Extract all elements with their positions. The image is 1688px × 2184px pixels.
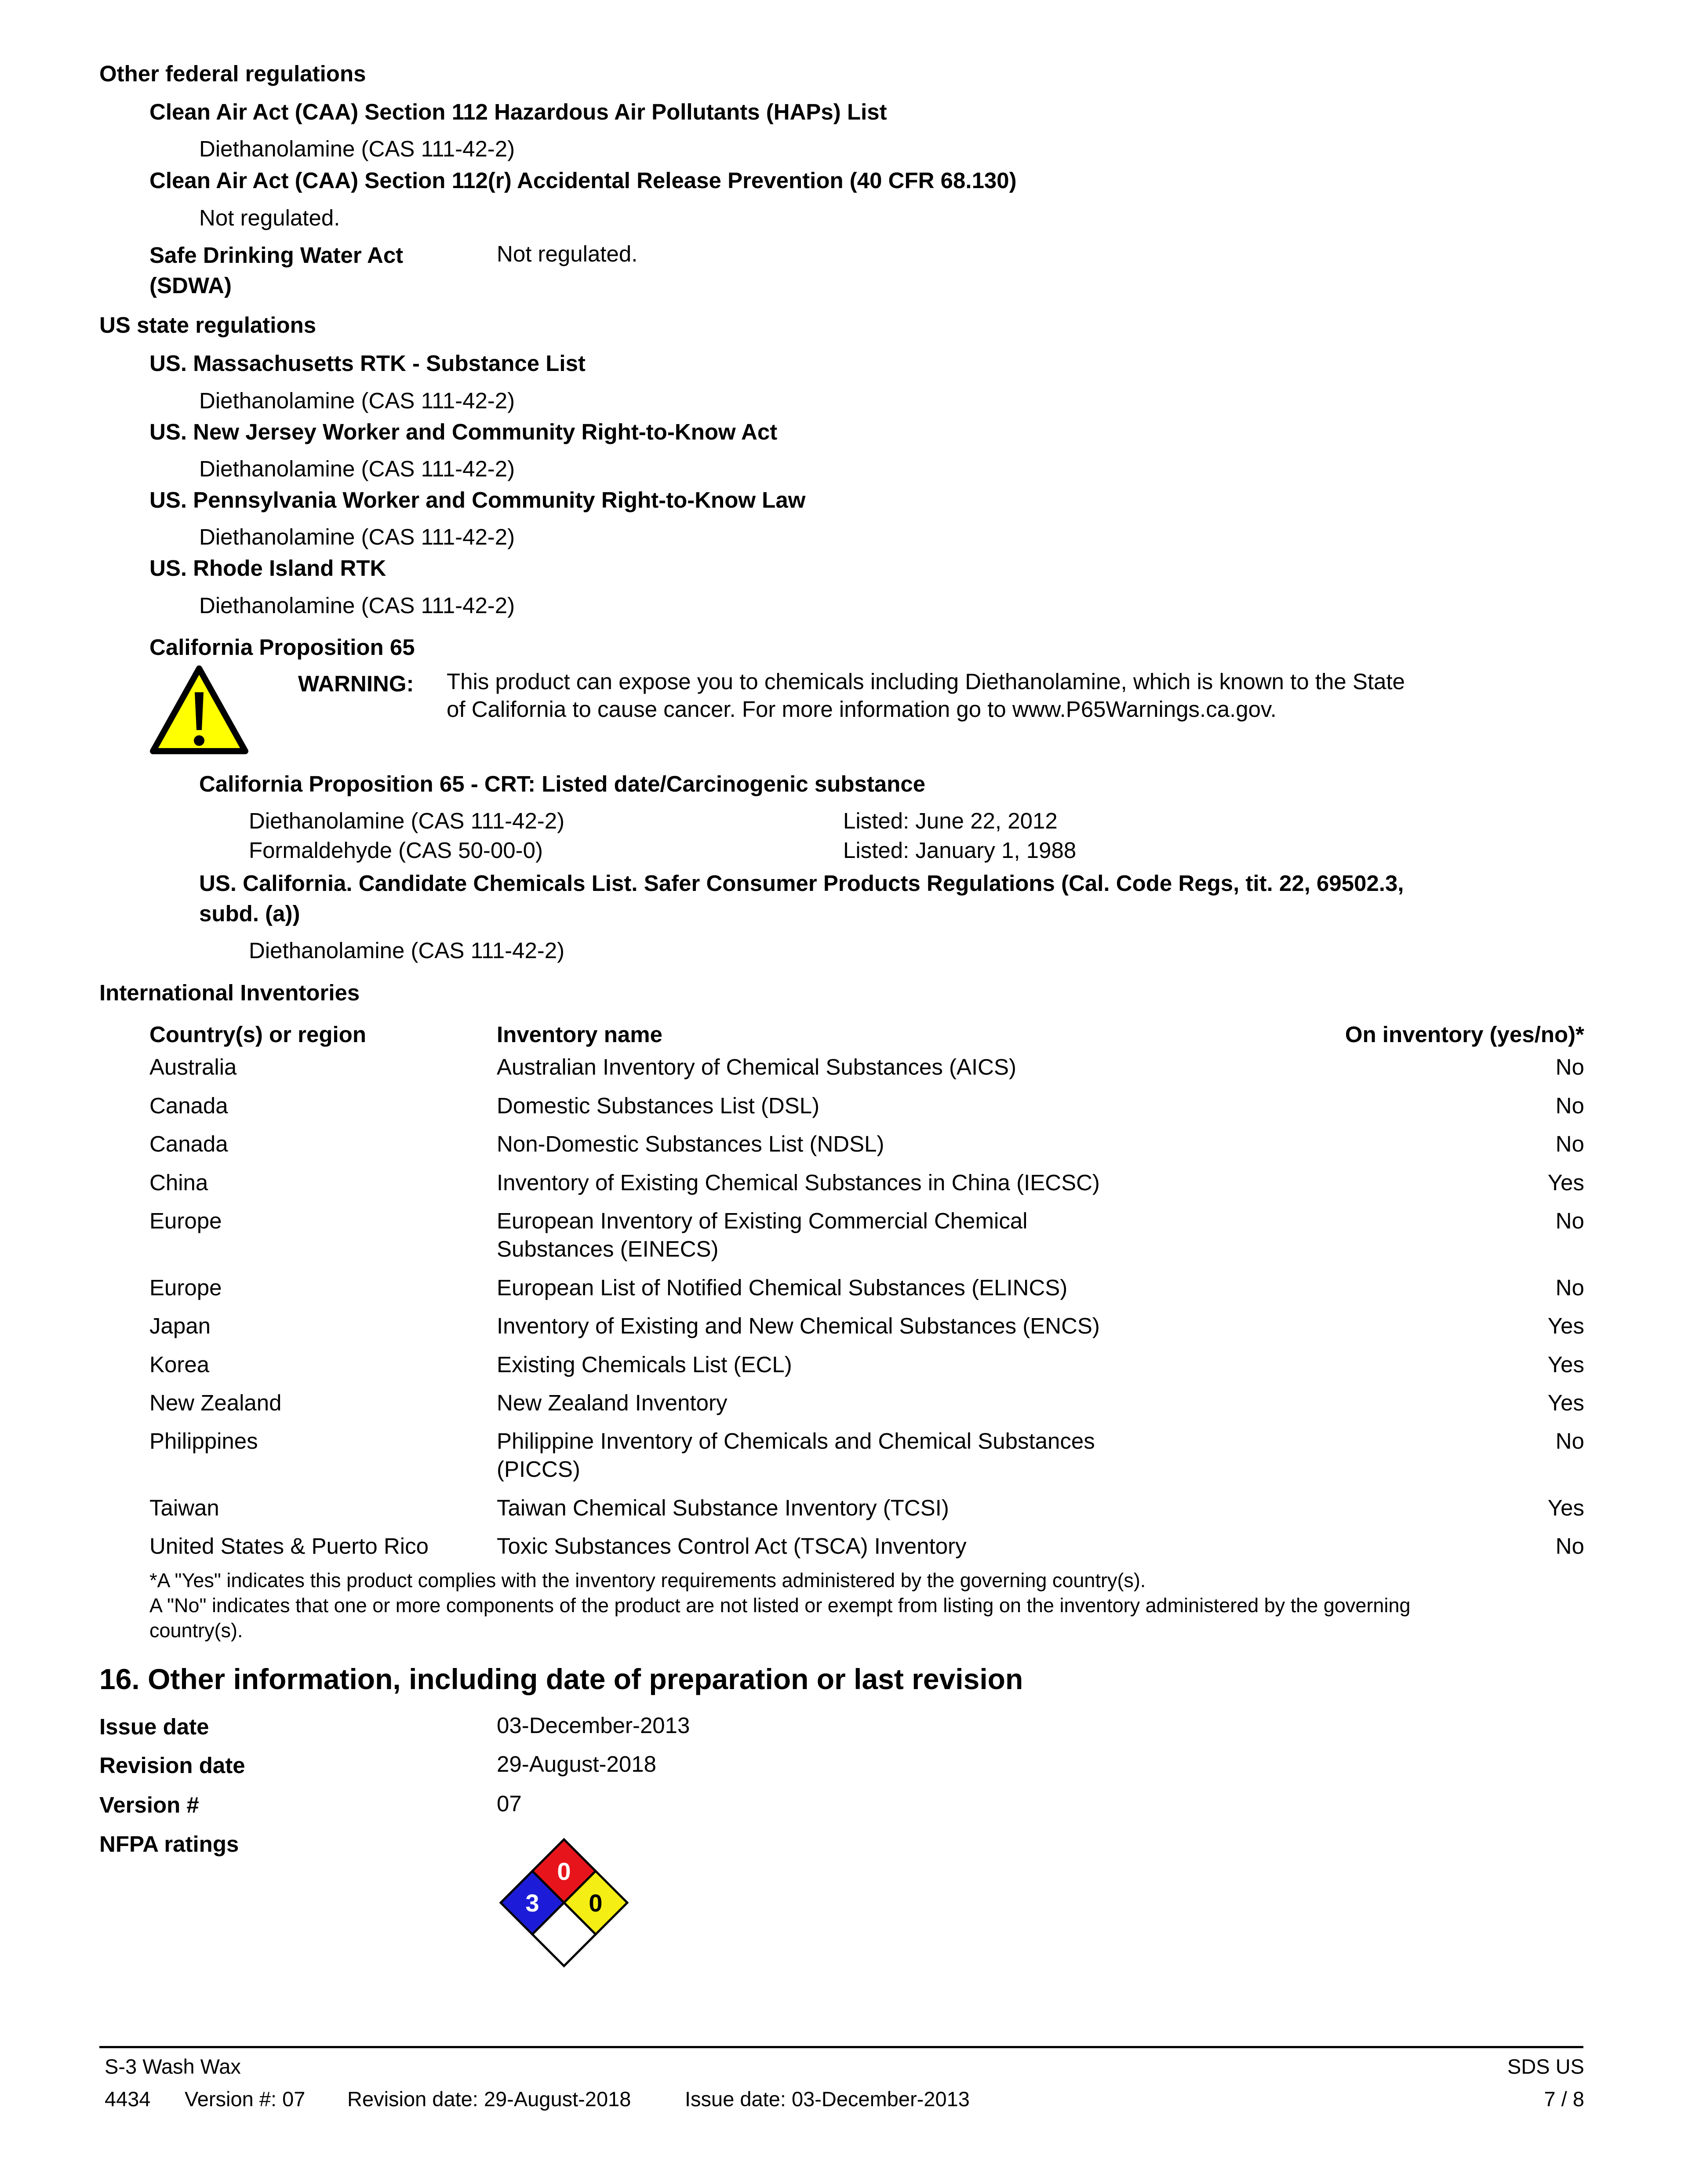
country-cell: Korea (149, 1352, 210, 1377)
warning-line-1: This product can expose you to chemicals including Diethanolamine, which is known to the State (447, 669, 1405, 694)
inventory-name-cell: Inventory of Existing and New Chemical Substances (ENCS) (497, 1313, 1100, 1338)
inventories-heading: International Inventories (99, 980, 360, 1005)
arp-value: Not regulated. (199, 205, 340, 230)
issue-date-label: Issue date (99, 1714, 209, 1739)
footer-product: S-3 Wash Wax (105, 2055, 241, 2078)
footer-code: 4434 (105, 2087, 151, 2111)
inventory-name-cell: Taiwan Chemical Substance Inventory (TCSI) (497, 1495, 949, 1520)
country-cell: Canada (149, 1131, 228, 1156)
country-cell: United States & Puerto Rico (149, 1534, 429, 1559)
country-cell: New Zealand (149, 1390, 282, 1415)
inventory-name-cell: Existing Chemicals List (ECL) (497, 1352, 792, 1377)
on-inventory-cell: No (1555, 1534, 1584, 1559)
column-header-on-inventory: On inventory (yes/no)* (1345, 1022, 1584, 1047)
footer-issue: Issue date: 03-December-2013 (685, 2087, 970, 2111)
revision-date-value: 29-August-2018 (497, 1752, 656, 1777)
revision-date-label: Revision date (99, 1753, 245, 1778)
on-inventory-cell: No (1555, 1275, 1584, 1300)
inventory-name-cell: European Inventory of Existing Commercial Chemical (497, 1208, 1028, 1233)
on-inventory-cell: Yes (1547, 1390, 1584, 1415)
on-inventory-cell: Yes (1547, 1170, 1584, 1195)
nfpa-instability-value: 0 (589, 1889, 603, 1917)
state-heading: US state regulations (99, 313, 316, 338)
footer-page-number: 7 / 8 (1544, 2087, 1584, 2111)
scp-heading-1: US. California. Candidate Chemicals List. Safer Consumer Products Regulations (Cal. Code Regs, tit. 22, 69502.3, (199, 871, 1404, 896)
inventory-note-3: country(s). (149, 1619, 243, 1642)
inventory-name-cell: Domestic Substances List (DSL) (497, 1093, 820, 1118)
country-cell: China (149, 1170, 208, 1195)
country-cell: Europe (149, 1208, 222, 1233)
nj-value: Diethanolamine (CAS 111-42-2) (199, 456, 515, 481)
haps-value: Diethanolamine (CAS 111-42-2) (199, 136, 515, 161)
warning-triangle-icon (149, 665, 249, 755)
footer-revision: Revision date: 29-August-2018 (347, 2087, 631, 2111)
version-label: Version # (99, 1792, 199, 1817)
warning-label: WARNING: (298, 671, 414, 696)
scp-value: Diethanolamine (CAS 111-42-2) (249, 938, 565, 963)
footer-divider (99, 2046, 1583, 2048)
section-16-heading: 16. Other information, including date of preparation or last revision (99, 1663, 1023, 1695)
pa-heading: US. Pennsylvania Worker and Community Right-to-Know Law (149, 487, 806, 512)
column-header-inventory: Inventory name (497, 1022, 662, 1047)
sdwa-label-2: (SDWA) (149, 273, 232, 298)
arp-heading: Clean Air Act (CAA) Section 112(r) Accidental Release Prevention (40 CFR 68.130) (149, 168, 1017, 193)
pa-value: Diethanolamine (CAS 111-42-2) (199, 524, 515, 549)
on-inventory-cell: No (1555, 1428, 1584, 1454)
version-value: 07 (497, 1791, 522, 1816)
country-cell: Taiwan (149, 1495, 219, 1520)
inventory-name-cell: Toxic Substances Control Act (TSCA) Inventory (497, 1534, 967, 1559)
crt-listed: Listed: June 22, 2012 (843, 808, 1058, 833)
country-cell: Japan (149, 1313, 211, 1338)
inventory-name-cell-line-2: Substances (EINECS) (497, 1236, 719, 1261)
sdwa-value: Not regulated. (497, 241, 638, 266)
nfpa-diamond (495, 1835, 633, 1973)
nfpa-health-value: 3 (525, 1889, 539, 1917)
crt-listed: Listed: January 1, 1988 (843, 838, 1077, 863)
inventory-note-2: A "No" indicates that one or more components of the product are not listed or exempt from listing on the inventory administered by the governing (149, 1594, 1411, 1617)
crt-substance: Diethanolamine (CAS 111-42-2) (249, 808, 565, 833)
inventory-name-cell-line-2: (PICCS) (497, 1457, 580, 1482)
country-cell: Canada (149, 1093, 228, 1118)
scp-heading-2: subd. (a)) (199, 901, 300, 926)
on-inventory-cell: No (1555, 1054, 1584, 1079)
on-inventory-cell: No (1555, 1093, 1584, 1118)
country-cell: Philippines (149, 1428, 258, 1454)
ri-value: Diethanolamine (CAS 111-42-2) (199, 593, 515, 618)
inventory-note-1: *A "Yes" indicates this product complies with the inventory requirements administered by the governing country(s). (149, 1569, 1146, 1592)
inventory-name-cell: Non-Domestic Substances List (NDSL) (497, 1131, 884, 1156)
ri-heading: US. Rhode Island RTK (149, 556, 386, 581)
on-inventory-cell: Yes (1547, 1495, 1584, 1520)
ma-heading: US. Massachusetts RTK - Substance List (149, 351, 586, 376)
nj-heading: US. New Jersey Worker and Community Right-to-Know Act (149, 419, 778, 444)
haps-heading: Clean Air Act (CAA) Section 112 Hazardous Air Pollutants (HAPs) List (149, 99, 887, 124)
prop65-heading: California Proposition 65 (149, 635, 415, 660)
nfpa-flammability-value: 0 (557, 1857, 571, 1885)
federal-heading: Other federal regulations (99, 61, 366, 86)
ma-value: Diethanolamine (CAS 111-42-2) (199, 388, 515, 413)
on-inventory-cell: Yes (1547, 1313, 1584, 1338)
footer-doc-type: SDS US (1507, 2055, 1584, 2078)
crt-substance: Formaldehyde (CAS 50-00-0) (249, 838, 543, 863)
issue-date-value: 03-December-2013 (497, 1713, 690, 1738)
on-inventory-cell: Yes (1547, 1352, 1584, 1377)
warning-line-2: of California to cause cancer. For more information go to www.P65Warnings.ca.gov. (447, 697, 1277, 722)
inventory-name-cell: Philippine Inventory of Chemicals and Chemical Substances (497, 1428, 1095, 1454)
nfpa-label: NFPA ratings (99, 1832, 239, 1857)
on-inventory-cell: No (1555, 1208, 1584, 1233)
on-inventory-cell: No (1555, 1131, 1584, 1156)
inventory-name-cell: Australian Inventory of Chemical Substances (AICS) (497, 1054, 1017, 1079)
footer-version: Version #: 07 (185, 2087, 306, 2111)
country-cell: Australia (149, 1054, 237, 1079)
country-cell: Europe (149, 1275, 222, 1300)
sdwa-label-1: Safe Drinking Water Act (149, 243, 404, 268)
column-header-country: Country(s) or region (149, 1022, 366, 1047)
inventory-name-cell: New Zealand Inventory (497, 1390, 728, 1415)
crt-heading: California Proposition 65 - CRT: Listed date/Carcinogenic substance (199, 771, 926, 796)
inventory-name-cell: Inventory of Existing Chemical Substances in China (IECSC) (497, 1170, 1100, 1195)
inventory-name-cell: European List of Notified Chemical Substances (ELINCS) (497, 1275, 1068, 1300)
